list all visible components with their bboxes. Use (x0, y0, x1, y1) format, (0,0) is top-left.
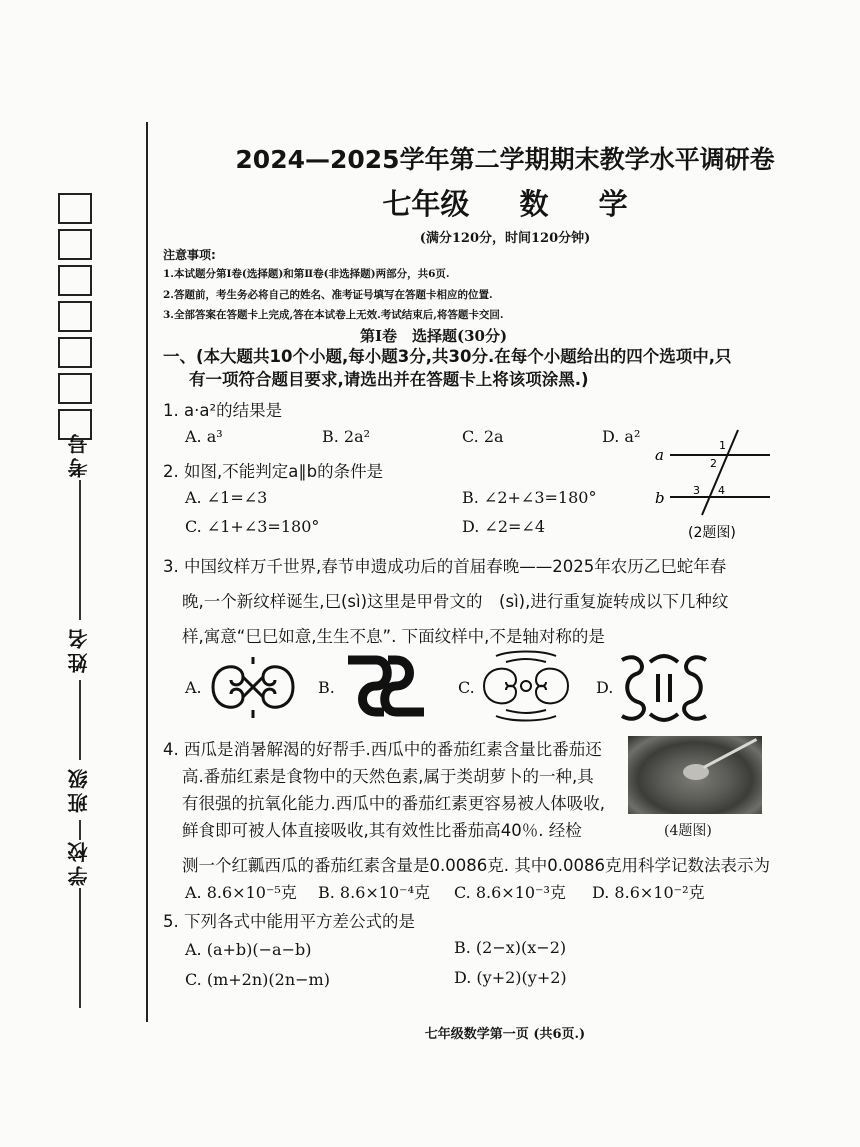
q2-figure (650, 425, 780, 545)
part1-instruction-line: 有一项符合题目要求,请选出并在答题卡上将该项涂黑.) (189, 370, 589, 389)
q4-line: 有很强的抗氧化能力.西瓜中的番茄红素更容易被人体吸收, (182, 794, 605, 813)
q4-line: 4. 西瓜是消暑解渴的好帮手.西瓜中的番茄红素含量比番茄还 (163, 740, 602, 759)
pattern-b (336, 650, 436, 722)
q4-line: 鲜食即可被人体直接吸收,其有效性比番茄高40％. 经检 (182, 821, 582, 840)
angle-4: 4 (718, 484, 725, 497)
exam-number-boxes (58, 193, 94, 445)
q4-line: 测一个红瓤西瓜的番茄红素含量是0.0086克. 其中0.0086克用科学记数法表示为 (182, 856, 770, 875)
q2-option-c[interactable]: C. ∠1+∠3=180° (185, 517, 320, 536)
q2-caption: (2题图) (688, 525, 736, 541)
q4-option-a[interactable]: A. 8.6×10⁻⁵克 (185, 883, 297, 902)
q4-option-d[interactable]: D. 8.6×10⁻²克 (592, 883, 705, 902)
notice-item: 1.本试题分第Ⅰ卷(选择题)和第Ⅱ卷(非选择题)两部分，共6页. (163, 268, 450, 280)
label-a: a (655, 446, 664, 464)
angle-1: 1 (719, 439, 726, 452)
q2-option-d[interactable]: D. ∠2=∠4 (462, 517, 546, 536)
label-school: 学校 (67, 838, 91, 886)
pattern-a (203, 652, 303, 722)
notice-item: 2.答题前，考生务必将自己的姓名、准考证号填写在答题卡相应的位置. (163, 289, 493, 301)
blank-exam-no[interactable] (79, 480, 81, 620)
q3-option-d[interactable]: D. (596, 678, 614, 697)
q2-option-b[interactable]: B. ∠2+∠3=180° (462, 488, 597, 507)
q5-stem: 5. 下列各式中能用平方差公式的是 (163, 912, 415, 931)
label-b: b (655, 489, 665, 507)
exam-subtitle: (满分120分，时间120分钟) (419, 231, 591, 246)
q3-option-c[interactable]: C. (458, 678, 475, 697)
q5-option-d[interactable]: D. (y+2)(y+2) (454, 968, 567, 987)
q5-option-b[interactable]: B. (2−x)(x−2) (454, 938, 567, 957)
exam-subject: 七年级 数 学 (382, 187, 628, 221)
q1-option-c[interactable]: C. 2a (462, 427, 504, 446)
blank-name[interactable] (79, 680, 81, 760)
label-class: 班级 (67, 765, 91, 813)
q1-stem: 1. a·a²的结果是 (163, 401, 283, 420)
q4-option-c[interactable]: C. 8.6×10⁻³克 (454, 883, 566, 902)
q3-line: 晚,一个新纹样诞生,巳(sì)这里是甲骨文的 (sì),进行重复旋转成以下几种纹 (182, 592, 729, 611)
q5-option-c[interactable]: C. (m+2n)(2n−m) (185, 970, 330, 989)
pattern-d (614, 650, 714, 726)
q4-line: 高.番茄红素是食物中的天然色素,属于类胡萝卜的一种,具 (182, 767, 594, 786)
q4-caption: (4题图) (664, 823, 712, 839)
exam-number-box[interactable] (58, 265, 92, 296)
page-footer: 七年级数学第一页 (共6页.) (424, 1027, 586, 1042)
q2-option-a[interactable]: A. ∠1=∠3 (185, 488, 268, 507)
exam-number-box[interactable] (58, 301, 92, 332)
q3-line: 3. 中国纹样万千世界,春节申遗成功后的首届春晚——2025年农历乙巳蛇年春 (163, 557, 727, 576)
q3-option-b[interactable]: B. (318, 678, 335, 697)
q2-stem: 2. 如图,不能判定a∥b的条件是 (163, 462, 384, 481)
binding-line (146, 122, 148, 1022)
exam-title: 2024—2025学年第二学期期末教学水平调研卷 (235, 145, 775, 174)
part1-instruction (163, 345, 803, 391)
exam-number-box[interactable] (58, 373, 92, 404)
q5-option-a[interactable]: A. (a+b)(−a−b) (185, 940, 312, 959)
q4-option-b[interactable]: B. 8.6×10⁻⁴克 (318, 883, 431, 902)
exam-number-box[interactable] (58, 337, 92, 368)
part1-instruction-line: 一、(本大题共10个小题,每小题3分,共30分.在每个小题给出的四个选项中,只 (163, 347, 732, 366)
notice-heading: 注意事项: (163, 248, 216, 262)
label-exam-no: 考号 (67, 430, 91, 478)
watermelon-photo (628, 736, 762, 814)
pattern-c (476, 650, 576, 722)
notice-item: 3.全部答案在答题卡上完成,答在本试卷上无效.考试结束后,将答题卡交回. (163, 309, 504, 321)
q1-option-a[interactable]: A. a³ (185, 427, 223, 446)
blank-school[interactable] (79, 888, 81, 1008)
angle-3: 3 (693, 484, 700, 497)
q1-option-b[interactable]: B. 2a² (322, 427, 371, 446)
label-name: 姓名 (67, 625, 91, 673)
q1-option-d[interactable]: D. a² (602, 427, 641, 446)
q3-line: 样,寓意“巳巳如意,生生不息”. 下面纹样中,不是轴对称的是 (182, 627, 605, 646)
exam-number-box[interactable] (58, 229, 92, 260)
exam-number-box[interactable] (58, 193, 92, 224)
part1-title: 第Ⅰ卷 选择题(30分) (360, 327, 508, 345)
blank-class[interactable] (79, 820, 81, 840)
photo-spoon (703, 738, 757, 769)
q3-option-a[interactable]: A. (185, 678, 202, 697)
angle-2: 2 (710, 457, 717, 470)
